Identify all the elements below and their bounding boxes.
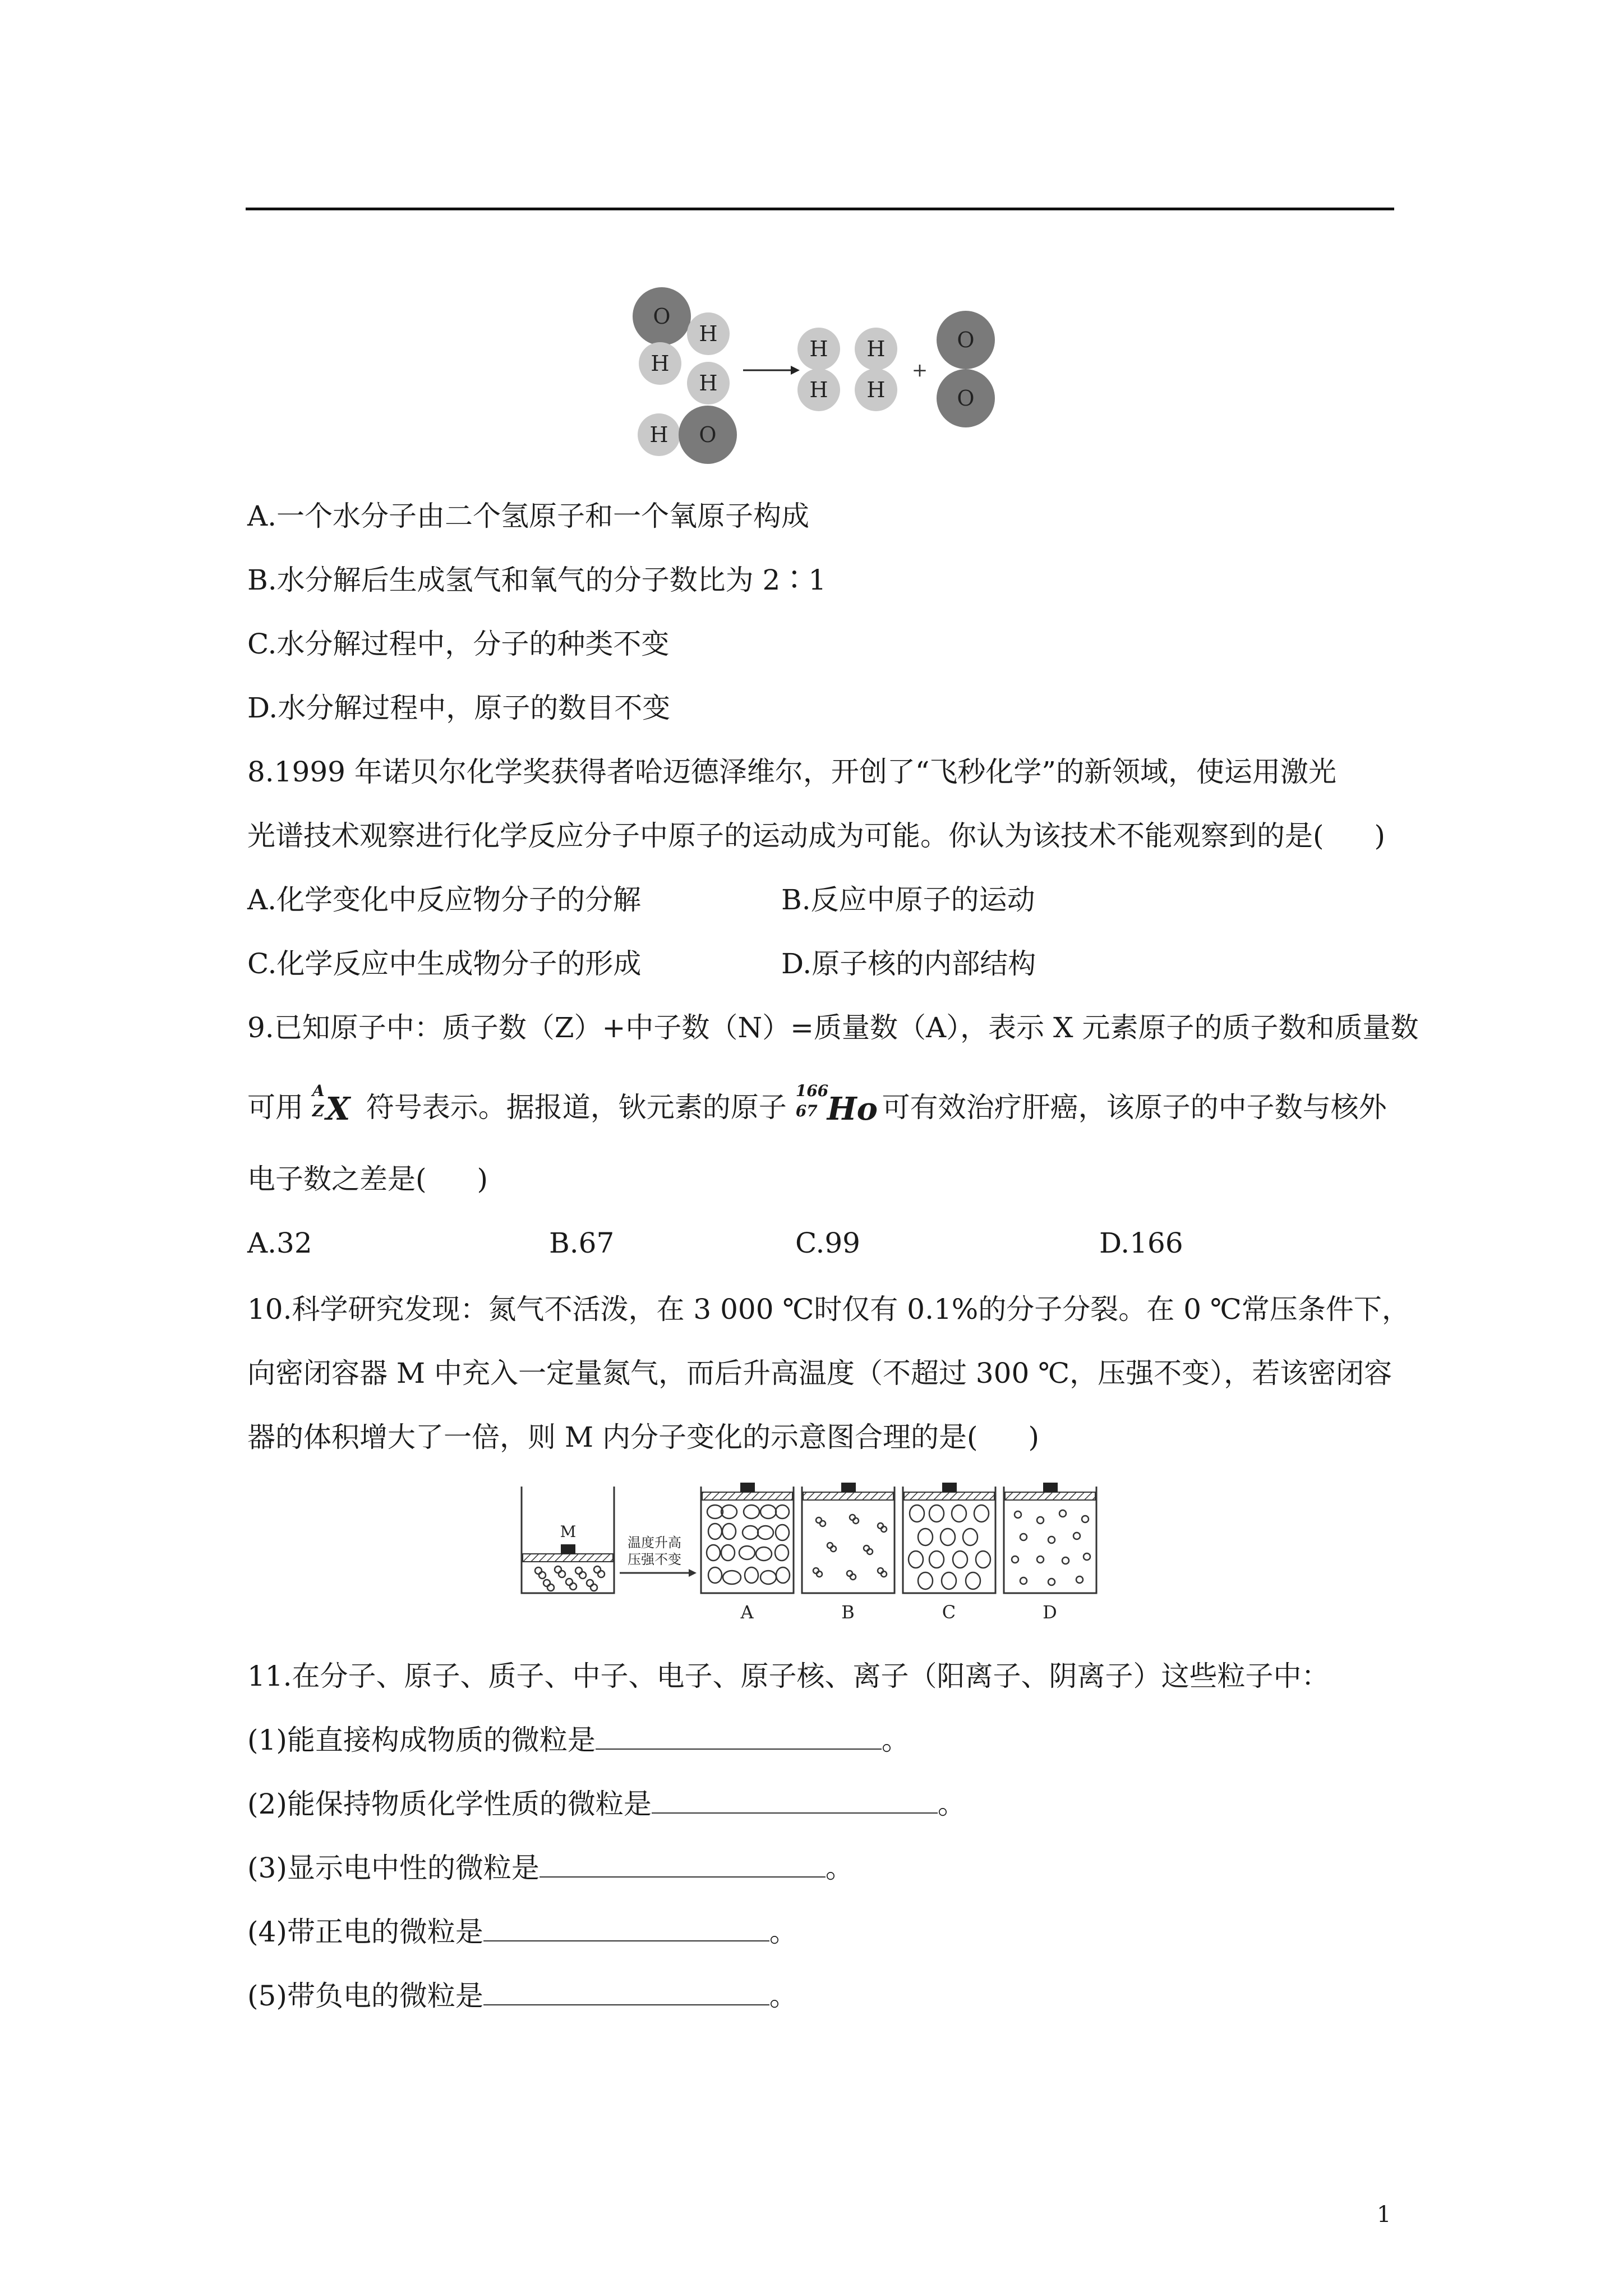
q7-option-a: A.一个水分子由二个氢原子和一个氧原子构成 <box>247 500 810 532</box>
reactant-atom-h-label: H <box>651 351 670 376</box>
q11-item-3 <box>247 1851 854 1885</box>
mass-number-symbol: A <box>312 1082 325 1100</box>
q10-stem-text: 器的体积增大了一倍，则 M 内分子变化的示意图合理的是( <box>247 1421 978 1453</box>
plus-sign: + <box>911 359 928 381</box>
nuclide-notation-ho <box>795 1082 878 1128</box>
q11-item-text: (5)带负电的微粒是 <box>247 1980 483 2012</box>
q9-answer-paren-close: ) <box>477 1163 488 1195</box>
q11-item-text: (4)带正电的微粒是 <box>247 1916 483 1948</box>
end-mark: 。 <box>769 1980 797 2012</box>
option-d-container <box>1004 1483 1096 1593</box>
q11-item-5 <box>247 1979 797 2013</box>
q9-text-mid: 符号表示。据报道，钬元素的原子 <box>366 1091 787 1124</box>
product-atom-h-label: H <box>809 337 828 361</box>
product-atom-h-label: H <box>866 378 886 402</box>
q8-option-b: B.反应中原子的运动 <box>781 884 1035 916</box>
reactant-atom-o-label: O <box>653 304 671 329</box>
nitrogen-container-diagram <box>516 1481 1122 1627</box>
reactant-atom-o-label: O <box>699 422 717 447</box>
q9-stem-text: 电子数之差是( <box>247 1163 427 1195</box>
q11-item-text: (3)显示电中性的微粒是 <box>247 1852 540 1884</box>
reaction-arrow-head <box>791 366 800 375</box>
reactant-atom-h-label: H <box>699 371 718 395</box>
atomic-number-symbol: Z <box>312 1102 324 1120</box>
q8-stem-text: 光谱技术观察进行化学反应分子中原子的运动成为可能。你认为该技术不能观察到的是( <box>247 820 1324 852</box>
q11-stem: 11.在分子、原子、质子、中子、电子、原子核、离子（阳离子、阴离子）这些粒子中： <box>247 1660 1330 1692</box>
end-mark: 。 <box>881 1724 910 1756</box>
q8-option-a: A.化学变化中反应物分子的分解 <box>247 884 642 916</box>
q9-option-b: B.67 <box>549 1227 615 1259</box>
answer-blank[interactable] <box>652 1788 938 1814</box>
q9-option-c: C.99 <box>795 1227 860 1259</box>
element-symbol: X <box>325 1091 351 1128</box>
q10-stem-line2: 向密闭容器 M 中充入一定量氮气，而后升高温度（不超过 300 ℃，压强不变），若该密闭容 <box>247 1357 1393 1389</box>
ho-symbol: Ho <box>827 1091 878 1128</box>
q7-option-c: C.水分解过程中，分子的种类不变 <box>247 628 670 660</box>
q9-text-pre: 可用 <box>247 1091 303 1124</box>
answer-blank[interactable] <box>483 1980 769 2005</box>
q9-text-post: 可有效治疗肝癌，该原子的中子数与核外 <box>882 1091 1387 1124</box>
product-atom-h-label: H <box>866 337 886 361</box>
q7-option-b: B.水分解后生成氢气和氧气的分子数比为 2∶1 <box>247 564 827 596</box>
product-atom-h-label: H <box>809 378 828 402</box>
q8-stem-line2 <box>247 819 1385 853</box>
product-atom-o-label: O <box>957 328 975 352</box>
q7-option-d: D.水分解过程中，原子的数目不变 <box>247 692 671 724</box>
page-number: 1 <box>1377 2202 1391 2228</box>
option-d-label: D <box>1043 1602 1057 1623</box>
container-m-label: M <box>560 1522 577 1541</box>
q11-item-4 <box>247 1915 797 1949</box>
q11-item-text: (2)能保持物质化学性质的微粒是 <box>247 1788 652 1820</box>
arrow-label-temperature: 温度升高 <box>628 1535 681 1550</box>
option-a-container <box>701 1483 794 1593</box>
q9-option-a: A.32 <box>247 1227 312 1259</box>
end-mark: 。 <box>825 1852 854 1884</box>
ho-atomic-number: 67 <box>795 1102 818 1120</box>
option-a-label: A <box>740 1602 754 1623</box>
q10-answer-paren-close: ) <box>1028 1421 1040 1453</box>
q9-option-d: D.166 <box>1099 1227 1183 1259</box>
q8-option-d: D.原子核的内部结构 <box>781 947 1036 980</box>
q9-stem-line1: 9.已知原子中：质子数（Z）+中子数（N）=质量数（A），表示 X 元素原子的质子数和质量数 <box>247 1011 1419 1044</box>
end-mark: 。 <box>937 1788 966 1820</box>
option-c-container <box>903 1483 995 1593</box>
nuclide-notation-ax <box>312 1082 357 1128</box>
reactant-atom-h-label: H <box>649 422 668 447</box>
arrow-head <box>689 1569 697 1577</box>
answer-blank[interactable] <box>483 1916 769 1941</box>
option-c-label: C <box>942 1602 956 1623</box>
product-atom-o-label: O <box>957 386 975 411</box>
q8-option-c: C.化学反应中生成物分子的形成 <box>247 947 642 980</box>
q8-stem-line1: 8.1999 年诺贝尔化学奖获得者哈迈德泽维尔，开创了“飞秒化学”的新领域，使运用激光 <box>247 756 1336 788</box>
q11-item-2 <box>247 1787 966 1821</box>
water-decomposition-diagram <box>617 275 1026 477</box>
option-b-label: B <box>841 1602 855 1623</box>
option-b-container <box>802 1483 895 1593</box>
header-rule <box>246 208 1394 210</box>
q10-stem-line1: 10.科学研究发现：氮气不活泼，在 3 000 ℃时仅有 0.1%的分子分裂。在 0 ℃常压条件下， <box>247 1293 1410 1326</box>
end-mark: 。 <box>769 1916 797 1948</box>
answer-blank[interactable] <box>596 1724 882 1750</box>
q9-stem-line3 <box>247 1162 488 1196</box>
q11-item-text: (1)能直接构成物质的微粒是 <box>247 1724 596 1756</box>
ho-mass-number: 166 <box>795 1082 829 1100</box>
q9-stem-line2 <box>247 1082 1387 1128</box>
answer-blank[interactable] <box>540 1852 826 1878</box>
q10-stem-line3 <box>247 1420 1039 1454</box>
reactant-atom-h-label: H <box>699 321 718 346</box>
q8-answer-paren-close: ) <box>1374 820 1386 852</box>
q11-item-1 <box>247 1723 910 1757</box>
arrow-label-pressure: 压强不变 <box>628 1552 681 1567</box>
